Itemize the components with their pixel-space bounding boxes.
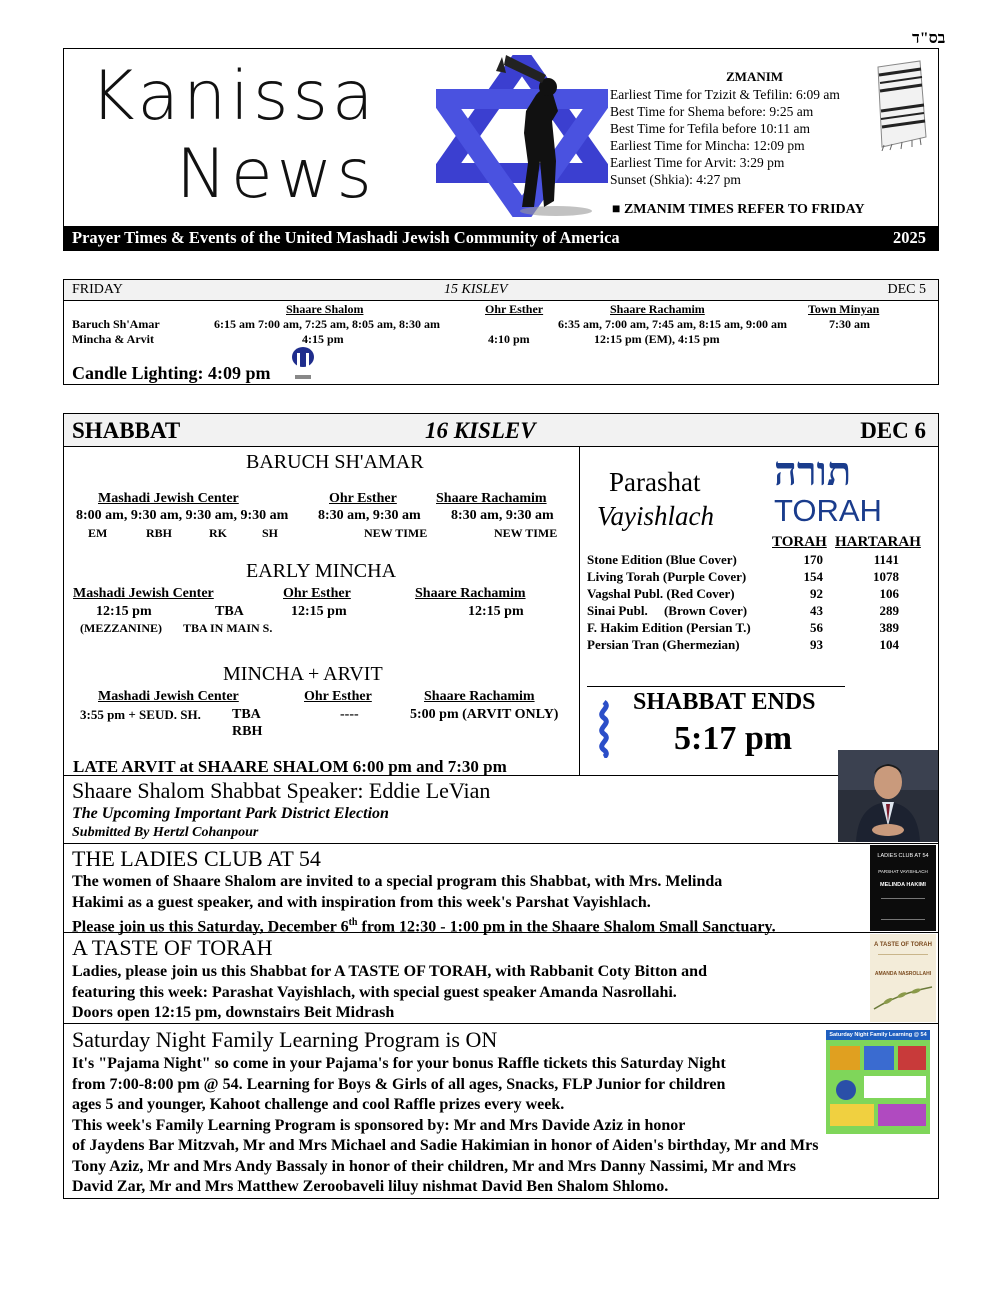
shabbat-date: DEC 6 — [860, 418, 926, 443]
b-new-time-ohr-esther: NEW TIME — [364, 526, 428, 540]
mincha-arvit-title: MINCHA + ARVIT — [223, 663, 383, 685]
body-line-part: from 12:30 - 1:00 pm in the Shaare Shalom Small Sanctuary. — [357, 918, 776, 936]
event-ladies-club — [63, 844, 939, 936]
m-time-mjc-tba: TBA — [232, 707, 261, 722]
event-ladies-club-body — [72, 872, 776, 938]
e-col-mjc: Mashadi Jewish Center — [73, 586, 214, 601]
masthead-title-line2: News — [176, 135, 376, 214]
edition-name: Living Torah (Purple Cover) — [587, 569, 747, 584]
event-taste-body — [72, 962, 707, 1024]
masthead-banner — [64, 226, 938, 250]
zmanim-item: Best Time for Shema before: 9:25 am — [610, 104, 814, 119]
e-col-shaare-rachamim: Shaare Rachamim — [415, 586, 526, 601]
edition-name: Stone Edition (Blue Cover) — [587, 552, 737, 567]
edition-haftarah-page: 389 — [879, 620, 899, 635]
fri-baruch-shaare-shalom: 6:15 am 7:00 am, 7:25 am, 8:05 am, 8:30 am — [214, 317, 440, 331]
b-col-mjc: Mashadi Jewish Center — [98, 491, 239, 506]
table-row — [587, 637, 937, 654]
b-times-ohr-esther: 8:30 am, 9:30 am — [318, 508, 421, 523]
b-times-shaare-rachamim: 8:30 am, 9:30 am — [451, 508, 554, 523]
zmanim-item: Earliest Time for Tzizit & Tefilin: 6:09 am — [610, 87, 840, 102]
ordinal-suffix: th — [348, 917, 358, 928]
table-row — [587, 586, 937, 603]
event-ladies-club-title: THE LADIES CLUB AT 54 — [72, 846, 321, 871]
family-learning-poster — [826, 1030, 930, 1134]
edition-haftarah-page: 106 — [879, 586, 899, 601]
e-time-mjc-main: TBA — [215, 604, 244, 619]
col-shaare-shalom: Shaare Shalom — [286, 302, 364, 316]
table-row — [587, 603, 937, 620]
col-ohr-esther: Ohr Esther — [485, 302, 544, 316]
zmanim-note: ■ ZMANIM TIMES REFER TO FRIDAY — [612, 202, 865, 217]
late-arvit: LATE ARVIT at SHAARE SHALOM 6:00 pm and 7:30 pm — [73, 757, 507, 776]
friday-header — [64, 280, 938, 301]
body-line: The women of Shaare Shalom are invited to a special program this Shabbat, with Mrs. Melinda — [72, 873, 723, 890]
friday-date: DEC 5 — [887, 282, 926, 297]
olive-branch-icon — [870, 983, 936, 1013]
zmanim-item: Earliest Time for Mincha: 12:09 pm — [610, 138, 805, 153]
shabbat-header — [64, 414, 938, 447]
ends-rule — [587, 686, 845, 687]
havdalah-candle-icon — [596, 700, 612, 758]
body-line: This week's Family Learning Program is sponsored by: Mr and Mrs Davide Aziz in honor — [72, 1116, 686, 1134]
e-time-shaare-rachamim: 12:15 pm — [468, 604, 524, 619]
edition-haftarah-page: 1078 — [873, 569, 899, 584]
m-col-ohr-esther: Ohr Esther — [304, 689, 372, 704]
shabbat-ends-time: 5:17 pm — [674, 720, 793, 757]
m-time-shaare-rachamim: 5:00 pm (ARVIT ONLY) — [410, 707, 559, 722]
header-box — [63, 48, 939, 251]
shabbat-day: SHABBAT — [72, 418, 181, 443]
zmanim-list — [610, 86, 840, 188]
banner-text: Prayer Times & Events of the United Mashadi Jewish Community of America — [72, 228, 620, 247]
e-col-ohr-esther: Ohr Esther — [283, 586, 351, 601]
candle-lighting: Candle Lighting: 4:09 pm — [72, 363, 271, 383]
speaker-photo — [838, 750, 938, 842]
taste-of-torah-poster — [870, 934, 936, 1022]
masthead-title-line1: Kanissa — [90, 57, 378, 136]
edition-haftarah-page: 104 — [879, 637, 899, 652]
row-mincha-label: Mincha & Arvit — [72, 332, 154, 346]
event-speaker — [63, 776, 939, 844]
candles-icon — [290, 347, 316, 383]
fri-baruch-shaare-rachamim: 6:35 am, 7:00 am, 7:45 am, 8:15 am, 9:00 am — [558, 317, 787, 331]
poster-decoration — [878, 954, 928, 969]
b-col-ohr-esther: Ohr Esther — [329, 491, 397, 506]
b-code-sh: SH — [262, 526, 279, 540]
friday-day: FRIDAY — [72, 282, 123, 297]
shabbat-divider — [579, 446, 580, 775]
parasha-label: Parashat — [609, 467, 701, 497]
torah-column-header: TORAH — [772, 534, 827, 550]
fri-baruch-town-minyan: 7:30 am — [829, 317, 870, 331]
body-line: Ladies, please join us this Shabbat for A TASTE OF TORAH, with Rabbanit Coty Bitton and — [72, 963, 707, 980]
body-line: featuring this week: Parashat Vayishlach, with special guest speaker Amanda Nasrollahi. — [72, 983, 677, 1001]
e-time-ohr-esther: 12:15 pm — [291, 604, 347, 619]
body-line: Hakimi as a guest speaker, and with inspiration from this week's Parshat Vayishlach. — [72, 893, 651, 911]
edition-name: Sinai Publ. (Brown Cover) — [587, 603, 748, 618]
body-line: Tony Aziz, Mr and Mrs Andy Bassaly in honor of their children, Mr and Mrs Danny Nassimi, Mr and Mrs — [72, 1157, 796, 1175]
table-row — [587, 569, 937, 586]
body-line: It's "Pajama Night" so come in your Pajama's for your bonus Raffle tickets this Saturday Night — [72, 1055, 726, 1072]
shabbat-ends-title: SHABBAT ENDS — [633, 689, 816, 715]
e-note-main: TBA IN MAIN S. — [183, 621, 273, 635]
poster-title: LADIES CLUB AT 54 — [877, 853, 929, 859]
body-line: Doors open 12:15 pm, downstairs Beit Midrash — [72, 1004, 395, 1021]
b-code-em: EM — [88, 526, 108, 540]
fri-mincha-ohr-esther: 4:10 pm — [488, 332, 530, 346]
b-code-rbh: RBH — [146, 526, 173, 540]
b-times-mjc: 8:00 am, 9:30 am, 9:30 am, 9:30 am — [76, 508, 289, 523]
ladies-club-poster — [870, 845, 936, 931]
edition-haftarah-page: 289 — [879, 603, 899, 618]
poster-speaker: AMANDA NASROLLAHI — [874, 971, 932, 977]
body-line: ages 5 and younger, Kahoot challenge and cool Raffle prizes every week. — [72, 1096, 565, 1113]
torah-english-logo: TORAH — [774, 493, 882, 528]
poster-title: A TASTE OF TORAH — [874, 942, 932, 948]
table-row — [587, 620, 937, 637]
shabbat-hebrew-date: 16 KISLEV — [425, 418, 536, 443]
parasha-name: Vayishlach — [597, 501, 714, 531]
zmanim-title: ZMANIM — [726, 69, 784, 84]
edition-torah-page: 154 — [803, 569, 823, 584]
event-speaker-submitter: Submitted By Hertzl Cohanpour — [72, 825, 259, 840]
edition-torah-page: 170 — [803, 552, 823, 567]
poster-speaker: MELINDA HAKIMI — [880, 882, 926, 888]
bsd-mark: בס"ד — [912, 30, 946, 47]
star-of-david-shofar-icon — [436, 55, 608, 217]
edition-torah-page: 92 — [810, 586, 823, 601]
body-line: of Jaydens Bar Mitzvah, Mr and Mrs Michael and Sadie Hakimian in honor of Aiden's birthday, Mr and Mrs — [72, 1137, 819, 1154]
m-time-ohr-esther: ---- — [340, 707, 359, 722]
e-note-mezzanine: (MEZZANINE) — [80, 621, 163, 635]
haftarah-column-header: HARTARAH — [835, 534, 921, 550]
friday-box — [63, 279, 939, 385]
m-time-mjc: 3:55 pm + SEUD. SH. — [80, 707, 201, 722]
edition-name: F. Hakim Edition (Persian T.) — [587, 620, 751, 635]
b-new-time-shaare-rachamim: NEW TIME — [494, 526, 558, 540]
poster-decoration — [881, 898, 925, 920]
baruch-title: BARUCH SH'AMAR — [246, 451, 424, 473]
event-family-learning-body — [72, 1054, 818, 1198]
poster-title: Saturday Night Family Learning @ 54 — [826, 1030, 930, 1040]
early-mincha-title: EARLY MINCHA — [246, 560, 397, 582]
edition-torah-page: 56 — [810, 620, 823, 635]
row-baruch-label: Baruch Sh'Amar — [72, 317, 160, 331]
body-line-part: Please join us this Saturday, December 6 — [72, 918, 349, 936]
edition-torah-page: 93 — [810, 637, 823, 652]
table-row — [587, 552, 937, 569]
event-taste-title: A TASTE OF TORAH — [72, 935, 273, 960]
poster-subtitle: PARSHAT VAYISHLACH — [878, 869, 928, 874]
fri-mincha-shaare-shalom: 4:15 pm — [302, 332, 344, 346]
m-time-mjc-rbh: RBH — [232, 724, 263, 739]
b-col-shaare-rachamim: Shaare Rachamim — [436, 491, 547, 506]
shabbat-box — [63, 413, 939, 776]
torah-hebrew-logo: תורה — [774, 448, 852, 495]
tallit-icon — [868, 59, 930, 151]
event-speaker-title: Shaare Shalom Shabbat Speaker: Eddie LeVian — [72, 778, 491, 803]
zmanim-item: Best Time for Tefila before 10:11 am — [610, 121, 811, 136]
col-town-minyan: Town Minyan — [808, 302, 880, 316]
e-time-mjc: 12:15 pm — [96, 604, 152, 619]
m-col-shaare-rachamim: Shaare Rachamim — [424, 689, 535, 704]
col-shaare-rachamim: Shaare Rachamim — [610, 302, 705, 316]
edition-torah-page: 43 — [810, 603, 823, 618]
event-speaker-topic: The Upcoming Important Park District Election — [72, 805, 389, 822]
event-family-learning — [63, 1024, 939, 1199]
left-spacer — [64, 446, 67, 775]
banner-year: 2025 — [893, 228, 926, 247]
poster-collage — [826, 1040, 930, 1132]
m-col-mjc: Mashadi Jewish Center — [98, 689, 239, 704]
zmanim-item: Sunset (Shkia): 4:27 pm — [610, 172, 741, 187]
edition-name: Persian Tran (Ghermezian) — [587, 637, 740, 652]
fri-mincha-shaare-rachamim: 12:15 pm (EM), 4:15 pm — [594, 332, 720, 346]
event-taste-of-torah — [63, 933, 939, 1024]
body-line: David Zar, Mr and Mrs Matthew Zeroobaveli liluy nishmat David Ben Shalom Shlomo. — [72, 1178, 669, 1195]
zmanim-item: Earliest Time for Arvit: 3:29 pm — [610, 155, 785, 170]
body-line: from 7:00-8:00 pm @ 54. Learning for Boys & Girls of all ages, Snacks, FLP Junior for children — [72, 1075, 726, 1093]
edition-haftarah-page: 1141 — [873, 552, 899, 567]
edition-name: Vagshal Publ. (Red Cover) — [587, 586, 735, 601]
event-family-learning-title: Saturday Night Family Learning Program is ON — [72, 1027, 498, 1052]
b-code-rk: RK — [209, 526, 227, 540]
friday-hebrew-date: 15 KISLEV — [444, 282, 508, 297]
